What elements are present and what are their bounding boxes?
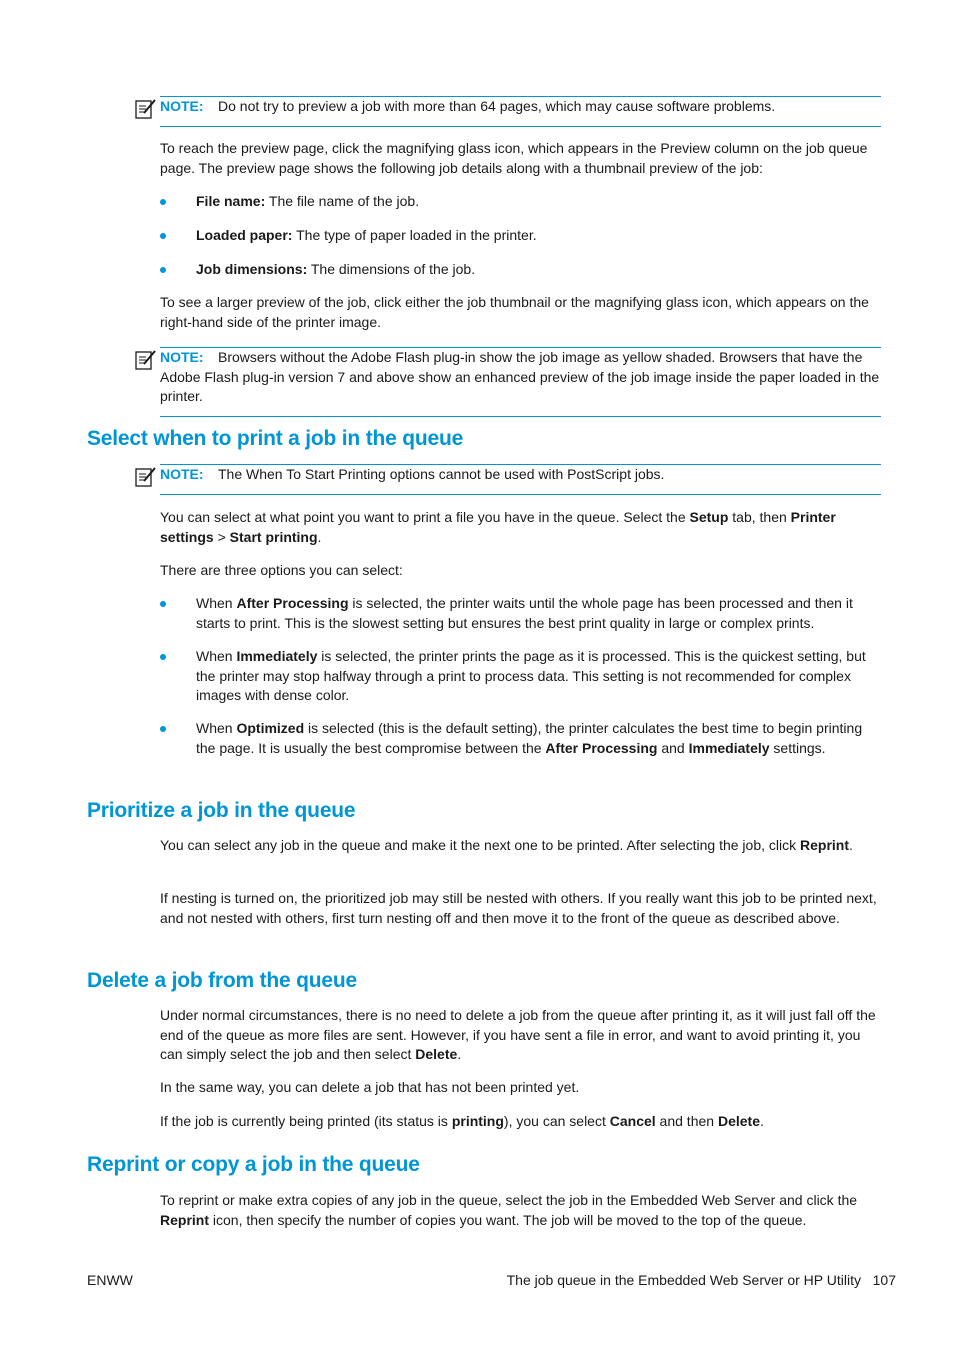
note-box	[160, 96, 881, 127]
list-item	[160, 260, 884, 280]
paragraph: Under normal circumstances, there is no need to delete a job from the queue after printing it, as it will just fall off the end of the queue as more files are sent. However, if you have sent a file in error, and want to avoid printing it, you can simply select the job and then select Delete.	[160, 1007, 876, 1063]
list-item: When After Processing is selected, the printer waits until the whole page has been processed and then it starts to print. This is the slowest setting but ensures the best print quality in large or complex prints.	[160, 594, 884, 633]
footer-title: The job queue in the Embedded Web Server or HP Utility	[506, 1272, 861, 1288]
paragraph: You can select any job in the queue and make it the next one to be printed. After selecting the job, click Reprint.	[160, 837, 853, 853]
paragraph: If nesting is turned on, the prioritized job may still be nested with others. If you really want this job to be printed next, and not nested with others, first turn nesting off and then move it to the front of the queue as described above.	[160, 890, 877, 926]
note-label: NOTE:	[160, 98, 204, 114]
list-item: When Immediately is selected, the printer prints the page as it is processed. This is the quickest setting, but the printer may stop halfway through a print to process data. This setting is not recommended for complex images with dense color.	[160, 647, 884, 706]
note-text: Browsers without the Adobe Flash plug-in show the job image as yellow shaded. Browsers that have the Adobe Flash plug-in version 7 and above show an enhanced preview of the job image inside the paper loaded in the printer.	[160, 349, 880, 405]
paragraph: In the same way, you can delete a job that has not been printed yet.	[160, 1079, 580, 1095]
footer-right	[507, 1271, 896, 1291]
note-label: NOTE:	[160, 466, 204, 482]
bullet-icon	[160, 267, 166, 273]
paragraph: To see a larger preview of the job, click either the job thumbnail or the magnifying glass icon, which appears on the right-hand side of the printer image.	[160, 294, 869, 330]
note-box	[160, 464, 881, 495]
paragraph: To reprint or make extra copies of any job in the queue, select the job in the Embedded Web Server and click the Reprint icon, then specify the number of copies you want. The job will be moved to the top of the queue.	[160, 1192, 858, 1228]
bullet-icon	[160, 233, 166, 239]
page-number: 107	[872, 1272, 896, 1288]
term: Job dimensions:	[196, 261, 308, 277]
bullet-icon	[160, 199, 166, 205]
list-item	[160, 192, 884, 212]
list-item	[160, 226, 884, 246]
paragraph: There are three options you can select:	[160, 562, 403, 578]
paragraph: You can select at what point you want to print a file you have in the queue. Select the Setup tab, then Printer settings > Start printing.	[160, 509, 836, 545]
bullet-icon	[160, 726, 166, 732]
bullet-icon	[160, 654, 166, 660]
note-box	[160, 347, 881, 417]
description: The type of paper loaded in the printer.	[292, 227, 537, 243]
note-text: The When To Start Printing options cannot be used with PostScript jobs.	[218, 466, 665, 482]
paragraph: To reach the preview page, click the magnifying glass icon, which appears in the Preview column on the job queue page. The preview page shows the following job details along with a thumbnail preview of the job:	[160, 140, 868, 176]
term: Loaded paper:	[196, 227, 293, 243]
paragraph: If the job is currently being printed (its status is printing), you can select Cancel and then Delete.	[160, 1113, 764, 1129]
note-icon	[134, 348, 158, 372]
list-item: When Optimized is selected (this is the default setting), the printer calculates the best time to begin printing the page. It is usually the best compromise between the After Processing and Immediately settings.	[160, 719, 884, 758]
footer-left: ENWW	[87, 1272, 133, 1288]
section-heading: Reprint or copy a job in the queue	[87, 1153, 420, 1176]
section-heading: Prioritize a job in the queue	[87, 799, 356, 822]
bullet-icon	[160, 601, 166, 607]
note-label: NOTE:	[160, 349, 204, 365]
description: The dimensions of the job.	[307, 261, 476, 277]
note-text: Do not try to preview a job with more than 64 pages, which may cause software problems.	[218, 98, 776, 114]
note-icon	[134, 465, 158, 489]
note-icon	[134, 97, 158, 121]
section-heading: Delete a job from the queue	[87, 969, 357, 992]
description: The file name of the job.	[265, 193, 420, 209]
section-heading: Select when to print a job in the queue	[87, 427, 464, 450]
term: File name:	[196, 193, 266, 209]
